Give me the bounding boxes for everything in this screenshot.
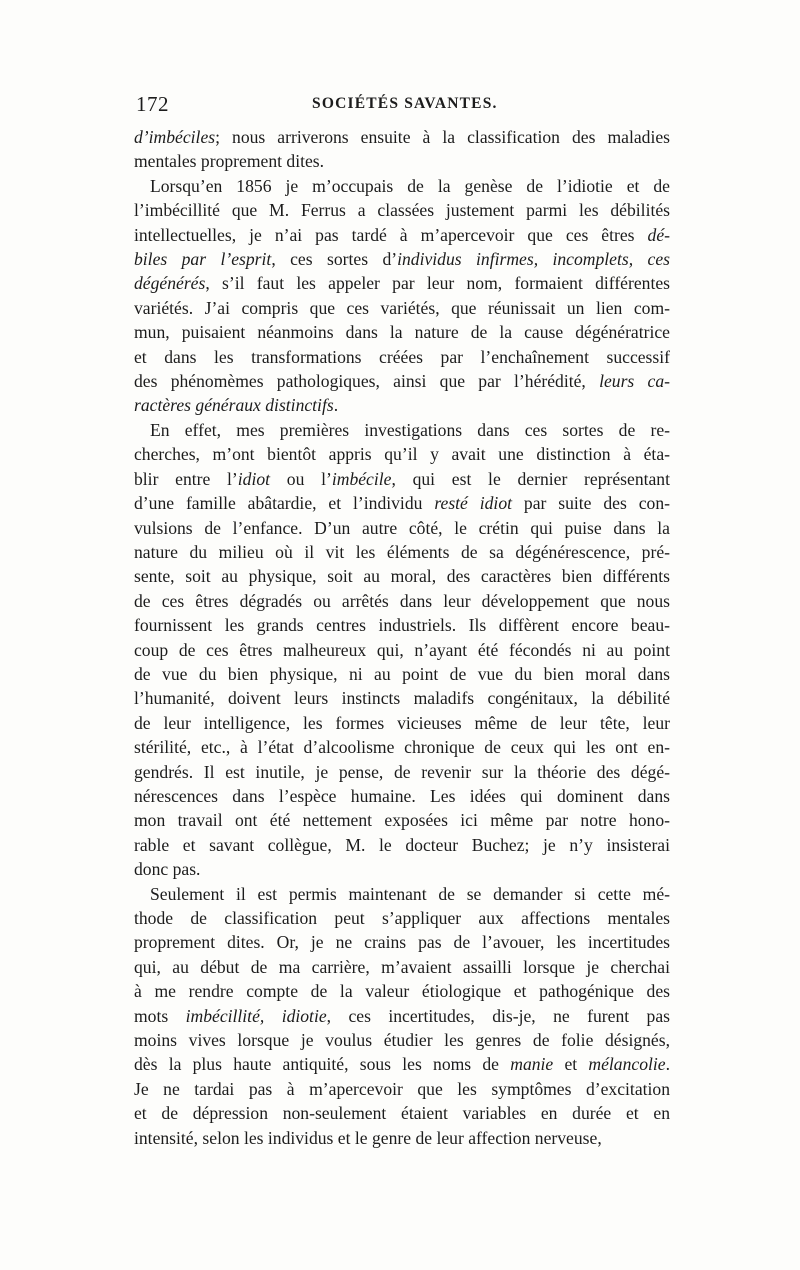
text-line	[134, 320, 670, 344]
text-line	[134, 638, 670, 662]
text-line	[134, 979, 670, 1003]
text-run: de leur intelligence, les formes vicieuses même de leur tête, leur	[134, 712, 670, 733]
paragraph	[134, 125, 670, 174]
text-run: nérescences dans l’espèce humaine. Les idées qui dominent dans	[134, 785, 670, 806]
text-line	[134, 491, 670, 515]
italic-text: individus infirmes, incomplets, ces	[397, 249, 670, 270]
text-run: Je ne tardai pas à m’apercevoir que les symptômes d’excitation	[134, 1078, 670, 1099]
italic-text: imbécile	[331, 468, 392, 489]
text-line	[134, 613, 670, 637]
text-run: ou l’	[270, 468, 332, 489]
italic-text: idiot	[237, 468, 271, 489]
text-line	[134, 784, 670, 808]
text-line	[134, 930, 670, 954]
text-run: nature du milieu où il vit les éléments de sa dégénérescence, pré-	[134, 541, 670, 562]
text-line	[134, 662, 670, 686]
text-run: de vue du bien physique, ni au point de vue du bien moral dans	[134, 663, 670, 684]
text-line	[134, 149, 670, 173]
text-line	[134, 418, 670, 442]
text-run: cherches, m’ont bientôt appris qu’il y avait une distinction à éta-	[134, 444, 670, 465]
text-line	[134, 174, 670, 198]
text-run: qui, au début de ma carrière, m’avaient assailli lorsque je cherchai	[134, 956, 670, 977]
text-run: vulsions de l’enfance. D’un autre côté, le crétin qui puise dans la	[134, 517, 670, 538]
text-line	[134, 247, 670, 271]
text-run: ; nous arriverons ensuite à la classification des maladies	[215, 127, 670, 147]
text-line	[134, 442, 670, 466]
text-line	[134, 1126, 670, 1150]
text-line	[134, 686, 670, 710]
text-line	[134, 540, 670, 564]
text-line	[134, 345, 670, 369]
text-run: de ces êtres dégradés ou arrêtés dans leur développement que nous	[134, 590, 670, 611]
text-run: dès la plus haute antiquité, sous les noms de	[134, 1054, 511, 1075]
text-run: , qui est le dernier représentant	[391, 468, 670, 489]
italic-text: biles par l’esprit	[134, 249, 272, 270]
text-run: mentales proprement dites.	[134, 151, 325, 172]
text-run: Seulement il est permis maintenant de se demander si cette mé-	[150, 883, 670, 904]
text-run: , ces sortes d’	[271, 249, 398, 270]
text-line	[134, 1052, 670, 1076]
page-header	[136, 92, 671, 118]
italic-text: imbécillité, idiotie	[185, 1005, 327, 1026]
text-run: moins vives lorsque je voulus étudier les genres de folie désignés,	[134, 1030, 670, 1051]
text-run: rable et savant collègue, M. le docteur Buchez; je n’y insisterai	[134, 834, 670, 855]
text-run: thode de classification peut s’appliquer aux affections mentales	[134, 908, 670, 928]
text-run: intellectuelles, je n’ai pas tardé à m’apercevoir que ces êtres	[134, 224, 648, 245]
text-run: , s’il faut les appeler par leur nom, formaient différentes	[205, 273, 670, 294]
text-line	[134, 369, 670, 393]
text-run: .	[333, 395, 339, 416]
paragraph	[134, 882, 670, 1150]
text-run: gendrés. Il est inutile, je pense, de revenir sur la théorie des dégé-	[134, 761, 670, 782]
text-line	[134, 223, 670, 247]
text-line	[134, 833, 670, 857]
italic-text: dé-	[647, 224, 670, 245]
text-line	[134, 906, 670, 930]
text-line	[134, 955, 670, 979]
text-line	[134, 393, 670, 417]
text-line	[134, 589, 670, 613]
text-line	[134, 198, 670, 222]
text-run: Lorsqu’en 1856 je m’occupais de la genèse de l’idiotie et de	[150, 175, 670, 196]
text-line	[134, 857, 670, 881]
text-run: sente, soit au physique, soit au moral, des caractères bien différents	[134, 566, 670, 587]
text-run: En effet, mes premières investigations dans ces sortes de re-	[150, 419, 670, 440]
text-line	[134, 882, 670, 906]
text-run: par suite des con-	[512, 493, 670, 514]
text-line	[134, 564, 670, 588]
text-run: et dans les transformations créées par l’enchaînement successif	[134, 346, 670, 367]
text-run: intensité, selon les individus et le genre de leur affection nerveuse,	[134, 1127, 602, 1148]
text-line	[134, 516, 670, 540]
text-run: des phénomèmes pathologiques, ainsi que par l’hérédité,	[134, 371, 600, 392]
text-line	[134, 467, 670, 491]
text-line	[134, 296, 670, 320]
text-run: l’humanité, doivent leurs instincts maladifs congénitaux, la débilité	[134, 688, 670, 709]
italic-text: leurs ca-	[599, 371, 670, 392]
italic-text: manie	[510, 1054, 554, 1075]
italic-text: resté idiot	[434, 493, 513, 514]
text-line	[134, 760, 670, 784]
text-run: blir entre l’	[134, 468, 238, 489]
text-run: mun, puisaient néanmoins dans la nature de la cause dégénératrice	[134, 322, 670, 343]
text-line	[134, 1028, 670, 1052]
text-run: coup de ces êtres malheureux qui, n’ayant été fécondés ni au point	[134, 639, 670, 660]
text-line	[134, 125, 670, 149]
text-line	[134, 1077, 670, 1101]
paragraph	[134, 418, 670, 882]
italic-text: d’imbéciles	[134, 127, 216, 147]
text-run: variétés. J’ai compris que ces variétés, que réunissait un lien com-	[134, 297, 670, 318]
text-run: mots	[134, 1005, 186, 1026]
text-line	[134, 735, 670, 759]
text-run: et de dépression non-seulement étaient variables en durée et en	[134, 1103, 670, 1124]
body-text	[134, 125, 670, 1150]
text-line	[134, 711, 670, 735]
italic-text: ractères généraux distinctifs	[134, 395, 334, 416]
text-run: , ces incertitudes, dis-je, ne furent pas	[326, 1005, 670, 1026]
text-line	[134, 808, 670, 832]
text-run: l’imbécillité que M. Ferrus a classées justement parmi les débilités	[134, 200, 670, 221]
text-run: et	[553, 1054, 589, 1075]
text-run: .	[665, 1054, 670, 1075]
text-run: fournissent les grands centres industriels. Ils diffèrent encore beau-	[134, 615, 670, 636]
text-run: mon travail ont été nettement exposées ici même par notre hono-	[134, 810, 670, 831]
running-head: SOCIÉTÉS SAVANTES.	[312, 95, 498, 112]
text-run: à me rendre compte de la valeur étiologique et pathogénique des	[134, 981, 670, 1002]
text-line	[134, 1004, 670, 1028]
page-number: 172	[136, 92, 169, 116]
text-line	[134, 271, 670, 295]
italic-text: mélancolie	[588, 1054, 666, 1075]
paragraph	[134, 174, 670, 418]
text-run: proprement dites. Or, je ne crains pas de l’avouer, les incertitudes	[134, 932, 670, 953]
italic-text: dégénérés	[134, 273, 206, 294]
text-run: stérilité, etc., à l’état d’alcoolisme chronique de ceux qui les ont en-	[134, 737, 670, 758]
text-line	[134, 1101, 670, 1125]
text-run: donc pas.	[134, 859, 201, 880]
text-run: d’une famille abâtardie, et l’individu	[134, 493, 435, 514]
